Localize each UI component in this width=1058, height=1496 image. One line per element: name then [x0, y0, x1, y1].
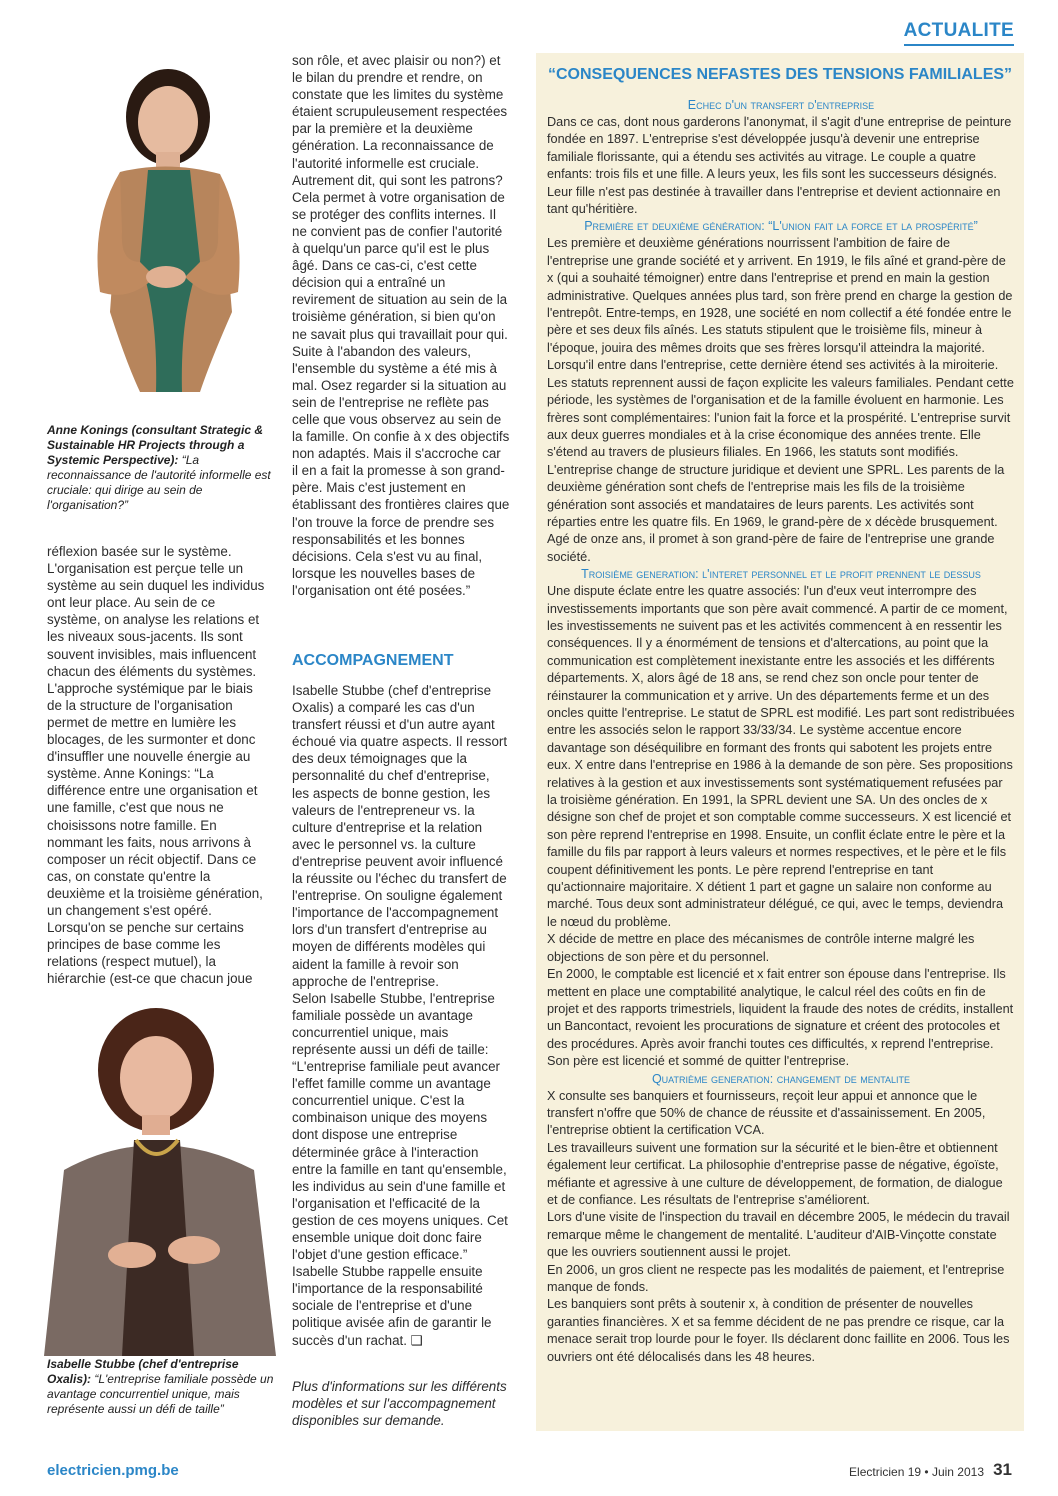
sidebar-paragraph: En 2000, le comptable est licencié et x fait entrer son épouse dans l'entreprise. Ils mettent en place une comptabilité analytique, le calcul réel des coûts en fin de projet et des rapports trimestriels, liquident la fraude des notes de crédits, installent un Bancontact, revoient les procurations de signature et créent des protocoles et des procédures. Après avoir franchi toutes ces difficultés, x reprend l'entreprise. Son père est licencié et sommé de quitter l'entreprise. — [547, 967, 1014, 1069]
sidebar-paragraph: X décide de mettre en place des mécanismes de contrôle interne malgré les objections de son père et du personnel. — [547, 932, 975, 964]
sidebar-heading-quatrieme: Quatrième generation: changement de mentalite — [651, 1071, 911, 1086]
photo2-caption-quote: “L'entreprise familiale possède un avantage concurrentiel unique, mais représente aussi un défi de taille” — [47, 1372, 274, 1416]
sidebar-paragraph: Une dispute éclate entre les quatre associés: l'un d'eux veut interrompre des investissements importants que son père avait commencé. A partir de ce moment, les investissements ne suivent pas et les activités commencent à en ressentir les conséquences. Il y a énormément de tensions et d'altercations, au point que la communication est complètement inexistante entre les associés et les différents départements. X, alors âgé de 18 ans, se rend chez son oncle pour tenter de réinstaurer la communication et y arrive. Un des départements ferme et un des oncles quitte l'entreprise. Le statut de SPRL est modifié. Les part sont redistribuées entre les associés selon le rapport 33/33/34. Le système accentue encore davantage son déséquilibre en formant des fronts qui sabotent les projets entre eux. X entre dans l'entreprise en 1986 à la demande de son père. Ses propositions relatives à la gestion et aux investissements sont systématiquement refusées par la troisième génération. En 1991, la SPRL devient une SA. Un des oncles de x désigne son chef de projet et son comptable comme successeurs. X est licencié et son père reprend l'entreprise en 1998. Ensuite, un conflit éclate entre le père et la famille du fils par rapport à leurs valeurs et normes respectives, et le père et le fils coupent définitivement les ponts. Le père reprend l'entreprise en tant qu'actionnaire majoritaire. X détient 1 part et gagne un salaire non conforme au marché. Tous deux sont administrateur délégué, ce qui, avec le temps, deviendra le nœud du problème. — [547, 584, 1015, 929]
column-2-text: son rôle, et avec plaisir ou non?) et le bilan du prendre et rendre, on constate que les limites du système étaient scrupuleusement respectées par la première et la deuxième génération. La reconnaissance de l'autorité informelle est cruciale. Autrement dit, qui sont les patrons? Cela permet à votre organisation de se protéger des conflits internes. Il ne convient pas de confier l'autorité à quelqu'un parce qu'il est le plus âgé. Dans ce cas-ci, c'est cette décision qui a entraîné un revirement de situation au sein de la troisième génération, si bien qu'on ne savait plus qui travaillait pour qui. Suite à l'abandon des valeurs, l'ensemble du système a été mis à mal. Osez regarder si la situation au sein de l'entreprise ne reflète pas celle que vous observez au sein de la famille. On confie à x des objectifs non adaptés. Mais il s'accroche car il en a fait la promesse à son grand-père. Mais c'est justement en établissant des frontières claires que l'on trouve la force de prendre ses responsabilités et les bonnes décisions. Cela s'est vu au final, lorsque les nouvelles bases de l'organisation ont été posées.” — [292, 53, 510, 598]
photo-anne-konings — [60, 62, 280, 412]
photo1-caption — [47, 423, 279, 513]
column-2 — [292, 52, 510, 599]
column-2-text2: Isabelle Stubbe (chef d'entreprise Oxalis) a comparé les cas d'un transfert réussi et d'un autre ayant échoué via quatre aspects. Il ressort des deux témoignages que la personnalité du chef d'entreprise, les aspects de bonne gestion, les valeurs de l'entrepreneur vs. la culture d'entreprise et la relation avec le personnel vs. la culture d'entreprise peuvent avoir influencé la réussite ou l'échec du transfert de l'entreprise. On souligne également l'importance de l'accompagnement lors d'un transfert d'entreprise au moyen de différents modèles qui aident la famille à revoir son approche de l'entreprise. — [292, 683, 508, 989]
sidebar-heading-echec: Echec d'un transfert d'entreprise — [687, 98, 875, 112]
column-2-text4: Isabelle Stubbe rappelle ensuite l'importance de la responsabilité sociale de l'entreprise et d'une politique avisée afin de garantir le succès d'un rachat. ❑ — [292, 1264, 492, 1348]
column-1-text: réflexion basée sur le système. L'organisation est perçue telle un système au sein duquel les individus ont leur place. Au sein de ce système, on analyse les relations et les niveaux sous-jacents. Ils sont souvent invisibles, mais influencent chacun des éléments du systèmes. L'approche systémique par le biais de la structure de l'organisation permet de mettre en lumière les blocages, de les surmonter et donc d'insuffler une nouvelle énergie au système. Anne Konings: “La différence entre une organisation et une famille, c'est que nous ne choisissons notre famille. En nommant les faits, nous arrivons à composer un récit objectif. Dans ce cas, on constate qu'entre la deuxième et la troisième génération, un changement s'est opéré. Lorsqu'on se penche sur certains principes de base comme les relations (respect mutuel), la hiérarchie (est-ce que chacun joue — [47, 544, 265, 987]
closing-note-text: Plus d'informations sur les différents modèles et sur l'accompagnement disponibles sur demande. — [292, 1379, 507, 1429]
closing-note — [292, 1378, 514, 1429]
sidebar-heading-troisieme: Troisième generation: l'interet personnel et le profit prennent le dessus — [581, 567, 981, 582]
column-2-continued — [292, 682, 510, 1349]
photo1-caption-quote: “La reconnaissance de l'autorité informelle est cruciale: qui dirige au sein de l'organisation?” — [47, 453, 271, 512]
sidebar-paragraph: Les première et deuxième générations nourrissent l'ambition de faire de l'entreprise une grande société et y arrivent. En 1919, le fils aîné et grand-père de x (qui a souhaité témoigner) entre dans l'entreprise et prend en main la gestion administrative. Quelques années plus tard, son frère prend en charge la gestion de l'entrepôt. Entre-temps, en 1928, une société en nom collectif a été fondée entre le père et ses deux fils aînés. Les statuts stipulent que le troisième fils, mineur à l'époque, jouira des mêmes droits que ses frères lorsqu'il atteindra la majorité. Lorsqu'il entre dans l'entreprise, cette dernière étend ses activités à la miroiterie. Les statuts reprennent aussi de façon explicite les valeurs familiales. Pendant cette période, les systèmes de l'organisation et de la famille évoluent en harmonie. Les frères sont complémentaires: l'union fait la force et la prospérité. L'entreprise survit aux deux guerres mondiales et à la crise économique des années trente. Elle s'étend au travers de plusieurs filiales. En 1966, les statuts sont modifiés. L'entreprise change de structure juridique et devient une SPRL. Les parents de la deuxième génération sont chefs de l'entreprise mais les fils de la troisième génération sont associés et mandataires de leurs parents. Les activités sont réparties entre les quatre fils. En 1969, le grand-père de x décède brusquement. Agé de onze ans, il promet à son grand-père de faire de l'entreprise une grande société. — [547, 236, 1014, 564]
sidebar-heading-premiere: Première et deuxième génération: “L'union fait la force et la prospérité” — [584, 219, 978, 234]
sidebar-paragraph: Les travailleurs suivent une formation sur la sécurité et le bien-être et obtiennent également leur certificat. La philosophie d'entreprise passe de négative, égoïste, méfiante et agressive à une culture de développement, de formation, de dialogue et de confiance. Les résultats de l'entreprise s'améliorent. — [547, 1140, 1003, 1207]
sidebar-title: “CONSEQUENCES NEFASTES DES TENSIONS FAMILIALES” — [547, 66, 1013, 83]
column-2-text3: Selon Isabelle Stubbe, l'entreprise familiale possède un avantage concurrentiel unique, mais représente aussi un défi de taille: “L'entreprise familiale peut avancer l'effet famille comme un avantage concurrentiel unique. C'est la combinaison unique des moyens dont dispose une entreprise déterminée grâce à l'interaction entre la famille en tant qu'ensemble, les individus au sein d'une famille et l'organisation et l'efficacité de la gestion de ces moyens uniques. Cet ensemble unique doit donc faire l'objet d'une gestion efficace.” — [292, 990, 508, 1263]
sidebar-paragraph: X consulte ses banquiers et fournisseurs, reçoit leur appui et annonce que le transfert n'offre que 50% de chance de réussite et d'assainissement. En 2005, l'entreprise obtient la certification VCA. — [547, 1088, 986, 1138]
section-tag: ACTUALITE — [904, 20, 1014, 46]
photo-isabelle-stubbe — [44, 1000, 280, 1356]
subhead-accompagnement: ACCOMPAGNEMENT — [292, 652, 454, 669]
page-number: 31 — [993, 1460, 1012, 1479]
sidebar-paragraph: Dans ce cas, dont nous garderons l'anonymat, il s'agit d'une entreprise de peinture fondée en 1897. L'entreprise s'est développée jusqu'à devenir une entreprise familiale florissante, qui a étendu ses activités au vitrage. Le couple a quatre enfants: trois fils et une fille. A leurs yeux, les fils sont les successeurs désignés. Leur fille n'est pas destinée à travailler dans l'entreprise et devient actionnaire en tant qu'héritière. — [547, 115, 1012, 217]
photo1-caption-name: Anne Konings (consultant Strategic & Sustainable HR Projects through a Systemic Perspective): — [47, 423, 264, 467]
photo2-caption-name: Isabelle Stubbe (chef d'entreprise Oxalis): — [47, 1357, 239, 1386]
column-1 — [47, 543, 269, 987]
sidebar-body — [547, 97, 1015, 1366]
photo2-caption — [47, 1357, 279, 1417]
footer-url[interactable]: electricien.pmg.be — [47, 1462, 179, 1479]
sidebar-paragraph: En 2006, un gros client ne respecte pas les modalités de paiement, et l'entreprise manque de fonds. — [547, 1262, 1005, 1294]
footer-magazine: Electricien 19 • Juin 2013 — [849, 1465, 984, 1479]
sidebar-paragraph: Les banquiers sont prêts à soutenir x, à condition de présenter de nouvelles garanties financières. X et sa femme décident de ne pas prendre ce risque, car la menace serait trop lourde pour le foyer. Ils déclarent donc faillite en 2006. Tous les ouvriers ont été délocalisés dans les 48 heures. — [547, 1297, 1010, 1364]
sidebar-paragraph: Lors d'une visite de l'inspection du travail en décembre 2005, le médecin du travail remarque même le changement de mentalité. L'auditeur d'AIB-Vinçotte constate que les ouvriers soutiennent aussi le projet. — [547, 1210, 1010, 1260]
